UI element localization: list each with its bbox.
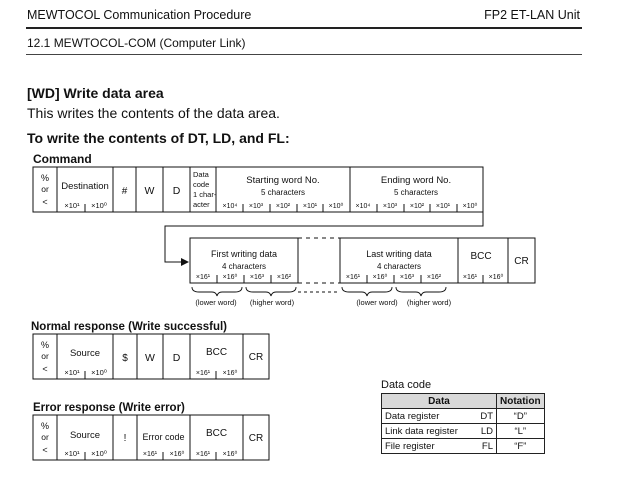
write-subheading: To write the contents of DT, LD, and FL: — [27, 130, 290, 146]
bcc-x160: ×16⁰ — [488, 274, 504, 281]
last-writing-field: Last writing data — [366, 249, 432, 259]
dollar-field: $ — [122, 353, 128, 364]
row-code: DT — [476, 409, 497, 424]
document-title: MEWTOCOL Communication Procedure — [27, 8, 252, 22]
error-code-field: Error code — [142, 432, 185, 442]
col-notation-header: Notation — [497, 394, 545, 409]
first-x162: ×16² — [276, 274, 292, 281]
error-header-percent: % — [40, 421, 50, 431]
bcc-x161: ×16¹ — [462, 274, 478, 281]
end-x102: ×10² — [409, 203, 425, 210]
last-lower-word: (lower word) — [356, 298, 398, 307]
end-x101: ×10¹ — [435, 203, 451, 210]
table-row — [382, 439, 545, 454]
error-src-x101: ×10¹ — [64, 449, 80, 458]
table-row — [382, 409, 545, 424]
exclaim-field: ! — [123, 433, 127, 444]
data-code-table — [381, 393, 545, 454]
end-x103: ×10³ — [382, 203, 398, 210]
bcc-field: BCC — [470, 251, 492, 262]
end-x100: ×10⁰ — [462, 203, 478, 210]
error-header-lt: < — [42, 445, 48, 455]
start-x102: ×10² — [275, 203, 291, 210]
normal-bcc-x161: ×16¹ — [195, 370, 211, 377]
table-row — [382, 424, 545, 439]
normal-src-x100: ×10⁰ — [91, 368, 107, 377]
last-x163: ×16³ — [399, 274, 415, 281]
destination-field: Destination — [61, 181, 109, 192]
last-higher-word: (higher word) — [406, 298, 452, 307]
last-x161: ×16¹ — [345, 274, 361, 281]
start-x104: ×10⁴ — [222, 203, 238, 210]
first-writing-chars: 4 characters — [221, 262, 267, 271]
product-name: FP2 ET-LAN Unit — [484, 8, 580, 22]
error-bcc-x160: ×16⁰ — [222, 451, 238, 458]
dest-x100: ×10⁰ — [91, 201, 107, 210]
command-description: This writes the contents of the data area. — [27, 105, 280, 121]
dest-x101: ×10¹ — [64, 201, 80, 210]
row-name: File register — [382, 439, 477, 454]
normal-response-label: Normal response (Write successful) — [31, 321, 227, 333]
normal-header-percent: % — [40, 340, 50, 350]
normal-header-lt: < — [42, 364, 48, 374]
error-cr-field: CR — [248, 433, 264, 444]
hash-field: # — [121, 186, 128, 197]
start-x103: ×10³ — [248, 203, 264, 210]
errcode-x161: ×16¹ — [142, 451, 158, 458]
normal-source-field: Source — [69, 348, 101, 359]
cr-field: CR — [514, 256, 529, 267]
section-title: 12.1 MEWTOCOL-COM (Computer Link) — [27, 36, 246, 50]
normal-w-field: W — [145, 352, 155, 364]
w-field: W — [144, 185, 155, 197]
first-x163: ×16³ — [249, 274, 265, 281]
error-header-or: or — [41, 432, 49, 442]
normal-d-field: D — [172, 352, 181, 364]
normal-cr-field: CR — [248, 352, 264, 363]
first-x161: ×16¹ — [195, 274, 211, 281]
row-name: Data register — [382, 409, 477, 424]
data-code-line3: 1 char- — [193, 190, 217, 199]
first-higher-word: (higher word) — [249, 298, 295, 307]
error-bcc-x161: ×16¹ — [195, 451, 211, 458]
normal-bcc-field: BCC — [205, 347, 228, 358]
normal-header-or: or — [41, 351, 49, 361]
header-lt: < — [42, 197, 48, 207]
row-code: FL — [476, 439, 497, 454]
error-response-label: Error response (Write error) — [33, 402, 185, 414]
first-writing-field: First writing data — [210, 249, 278, 259]
last-writing-chars: 4 characters — [376, 262, 422, 271]
last-x160: ×16⁰ — [372, 274, 388, 281]
start-x100: ×10⁰ — [328, 203, 344, 210]
error-source-field: Source — [69, 430, 101, 441]
errcode-x160: ×16⁰ — [169, 451, 185, 458]
error-src-x100: ×10⁰ — [91, 449, 107, 458]
row-notation: “F” — [497, 439, 545, 454]
data-code-title: Data code — [381, 379, 432, 391]
starting-word-field: Starting word No. — [246, 175, 320, 186]
header-percent: % — [40, 173, 50, 183]
row-notation: “L” — [497, 424, 545, 439]
data-code-line2: code — [193, 180, 210, 189]
col-data-header: Data — [382, 394, 497, 409]
starting-word-chars: 5 characters — [260, 188, 306, 197]
last-x162: ×16² — [426, 274, 442, 281]
data-code-line4: acter — [193, 200, 210, 209]
d-field: D — [172, 185, 181, 197]
normal-src-x101: ×10¹ — [64, 368, 80, 377]
ending-word-chars: 5 characters — [393, 188, 439, 197]
ending-word-field: Ending word No. — [380, 175, 452, 186]
first-lower-word: (lower word) — [195, 298, 237, 307]
header-or: or — [41, 184, 49, 194]
row-code: LD — [476, 424, 497, 439]
normal-bcc-x160: ×16⁰ — [222, 370, 238, 377]
data-code-line1: Data — [193, 170, 209, 179]
command-heading: [WD] Write data area — [27, 85, 164, 101]
start-x101: ×10¹ — [302, 203, 318, 210]
first-x160: ×16⁰ — [222, 274, 238, 281]
command-label: Command — [33, 152, 92, 166]
row-notation: “D” — [497, 409, 545, 424]
end-x104: ×10⁴ — [355, 203, 371, 210]
row-name: Link data register — [382, 424, 477, 439]
error-bcc-field: BCC — [205, 428, 228, 439]
